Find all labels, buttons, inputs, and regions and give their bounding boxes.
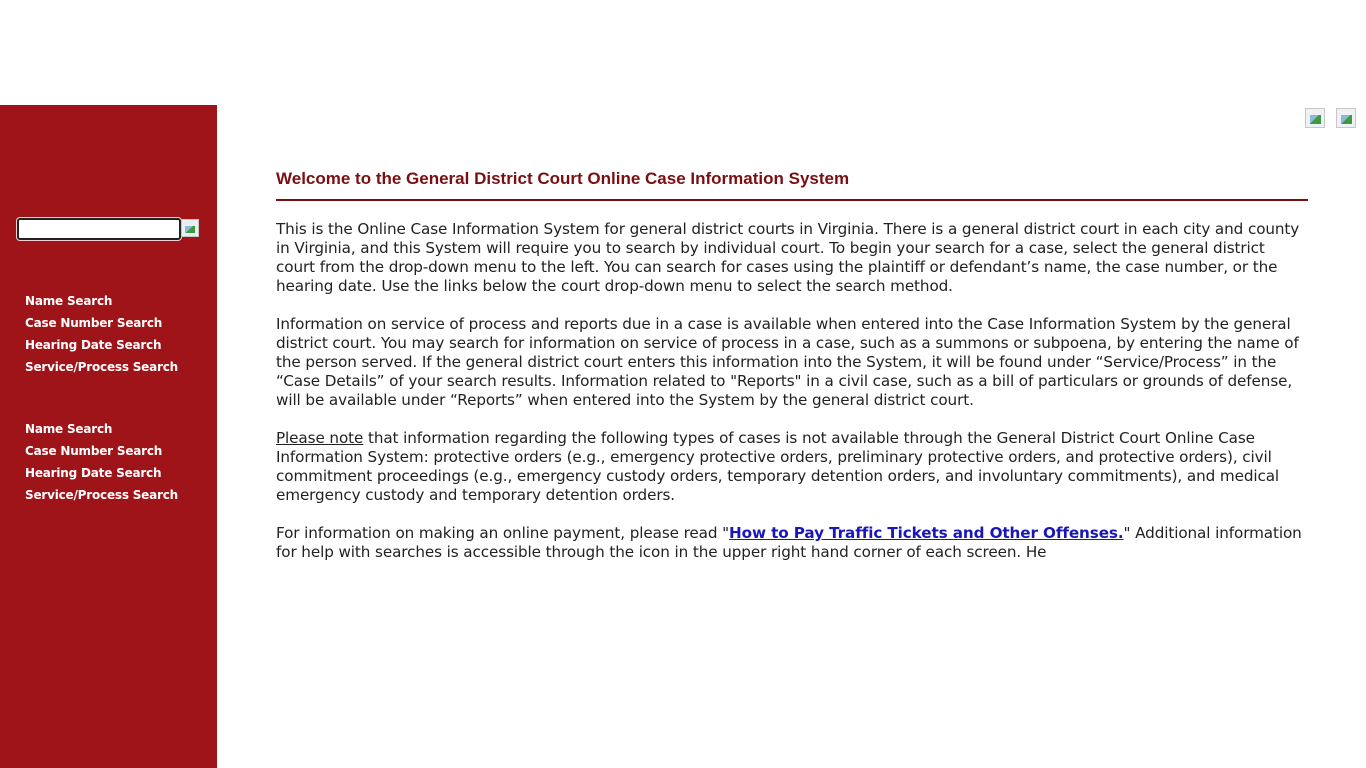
payment-paragraph — [276, 524, 1308, 562]
service-process-paragraph: Information on service of process and reports due in a case is available when entered into the Case Information System by the general district court. You may search for information on service of process in a case, such as a summons or subpoena, by entering the name of the person served. If the general district court enters this information into the System, it will be found under “Service/Process” in the “Case Details” of your search results. Information related to "Reports" in a civil case, such as a bill of particulars or grounds of defense, will be available under “Reports” when entered into the System by the general district court. — [276, 315, 1299, 409]
nav-service-process-search[interactable]: Service/Process Search — [25, 488, 178, 502]
nav-hearing-date-search[interactable]: Hearing Date Search — [25, 466, 162, 480]
nav-name-search[interactable]: Name Search — [25, 294, 113, 308]
broken-image-icon — [185, 226, 195, 233]
header-icons — [1305, 108, 1356, 128]
please-note-label: Please note — [276, 429, 364, 447]
note-paragraph — [276, 429, 1308, 505]
main-content — [276, 168, 1308, 562]
pay-traffic-tickets-link[interactable]: How to Pay Traffic Tickets and Other Offenses. — [729, 524, 1124, 542]
intro-paragraph: This is the Online Case Information System for general district courts in Virginia. There is a general district court in each city and county in Virginia, and this System will require you to search by individual court. To begin your search for a case, select the general district court from the drop-down menu to the left. You can search for cases using the plaintiff or defendant’s name, the case number, or the hearing date. Use the links below the court drop-down menu to select the search method. — [276, 220, 1300, 295]
nav-case-number-search[interactable]: Case Number Search — [25, 444, 163, 458]
payment-text-after: " Additional information for help with searches is accessible through the icon in the upper right hand corner of each screen. He — [276, 524, 1302, 561]
search-nav-group-1 — [25, 290, 178, 378]
logout-icon-button[interactable] — [1336, 108, 1356, 128]
broken-image-icon — [1341, 115, 1352, 124]
go-button[interactable] — [181, 219, 199, 237]
broken-image-icon — [1310, 115, 1321, 124]
sidebar — [0, 105, 217, 768]
nav-case-number-search[interactable]: Case Number Search — [25, 316, 163, 330]
nav-hearing-date-search[interactable]: Hearing Date Search — [25, 338, 162, 352]
help-icon-button[interactable] — [1305, 108, 1325, 128]
payment-text-before: For information on making an online payment, please read " — [276, 524, 730, 542]
court-select-dropdown[interactable] — [17, 218, 181, 240]
page-title: Welcome to the General District Court Online Case Information System — [276, 169, 850, 188]
search-nav-group-2 — [25, 418, 178, 506]
nav-service-process-search[interactable]: Service/Process Search — [25, 360, 178, 374]
note-text: that information regarding the following types of cases is not available through the General District Court Online Case Information System: protective orders (e.g., emergency protective orders, preliminary protective orders, and protective orders), civil commitment proceedings (e.g., emergency custody orders, temporary detention orders, and involuntary commitments), and medical emergency custody and temporary detention orders. — [276, 429, 1280, 504]
title-divider — [276, 199, 1308, 201]
nav-name-search[interactable]: Name Search — [25, 422, 113, 436]
